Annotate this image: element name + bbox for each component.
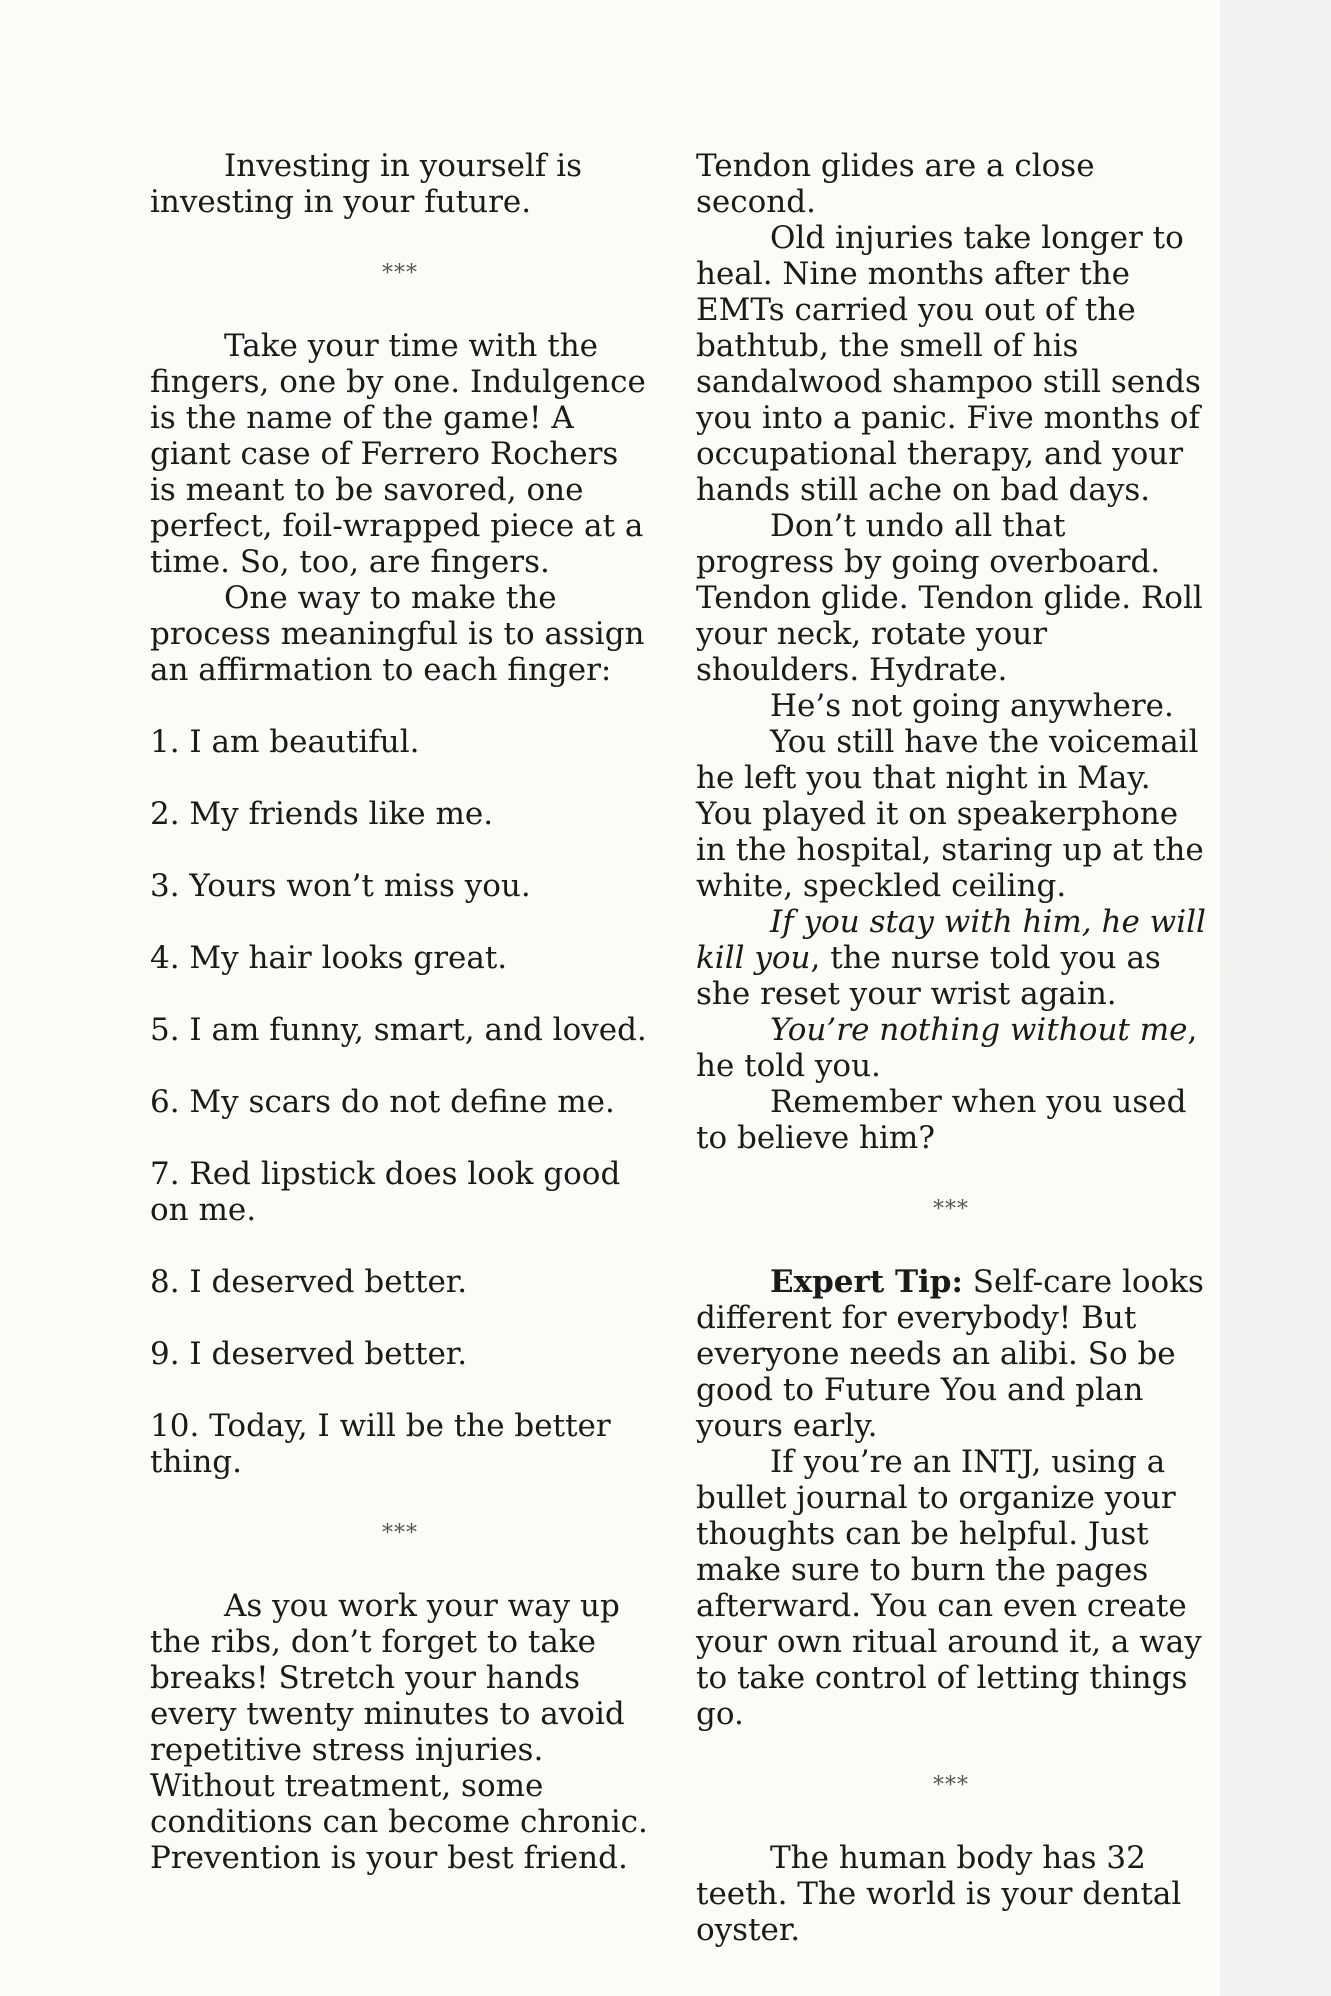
paragraph: As you work your way up the ribs, don’t forget to take breaks! Stretch your hands every twenty minutes to avoid repetitive stress injuries. Without treatment, some conditions can become chronic. Prevention is your best friend. xyxy=(150,1588,648,1876)
section-separator: *** xyxy=(382,261,418,286)
right-column xyxy=(696,148,1206,1948)
list-item: 7. Red lipstick does look good on me. xyxy=(150,1156,621,1228)
italic-quote: If you stay with him, he will kill you xyxy=(696,904,1206,976)
paragraph: Remember when you used to believe him? xyxy=(696,1084,1187,1156)
paragraph: Tendon glides are a close second. xyxy=(696,148,1095,220)
paragraph-text: , he told you. xyxy=(696,1012,1198,1084)
paragraph: If you’re an INTJ, using a bullet journal to organize your thoughts can be helpful. Just make sure to burn the pages afterward. You can even create your own ritual around it, a way to take control of letting things go. xyxy=(696,1444,1202,1732)
paragraph xyxy=(696,904,1206,1012)
paragraph: Take your time with the fingers, one by one. Indulgence is the name of the game! A giant case of Ferrero Rochers is meant to be savored, one perfect, foil-wrapped piece at a time. So, too, are fingers. xyxy=(150,328,646,580)
paragraph: Old injuries take longer to heal. Nine months after the EMTs carried you out of the bathtub, the smell of his sandalwood shampoo still sends you into a panic. Five months of occupational therapy, and your hands still ache on bad days. xyxy=(696,220,1201,508)
paragraph: Investing in yourself is investing in your future. xyxy=(150,148,583,220)
affirmation-list xyxy=(150,724,650,1480)
expert-tip-text: Self-care looks different for everybody! But everyone needs an alibi. So be good to Future You and plan yours early. xyxy=(696,1264,1204,1444)
list-item: 4. My hair looks great. xyxy=(150,940,508,976)
expert-tip xyxy=(696,1264,1206,1444)
paragraph: Don’t undo all that progress by going overboard. Tendon glide. Tendon glide. Roll your neck, rotate your shoulders. Hydrate. xyxy=(696,508,1203,688)
list-item: 6. My scars do not define me. xyxy=(150,1084,615,1120)
list-item: 9. I deserved better. xyxy=(150,1336,468,1372)
expert-tip-label: Expert Tip: xyxy=(770,1264,963,1300)
section-separator: *** xyxy=(933,1773,969,1798)
list-item: 10. Today, I will be the better thing. xyxy=(150,1408,611,1480)
left-column xyxy=(150,148,650,1876)
list-item: 1. I am beautiful. xyxy=(150,724,420,760)
paragraph: He’s not going anywhere. xyxy=(770,688,1174,724)
list-item: 3. Yours won’t miss you. xyxy=(150,868,531,904)
paragraph xyxy=(696,1012,1206,1084)
paragraph: One way to make the process meaningful is to assign an affirmation to each finger: xyxy=(150,580,645,688)
paragraph: The human body has 32 teeth. The world is your dental oyster. xyxy=(696,1840,1182,1948)
list-item: 8. I deserved better. xyxy=(150,1264,468,1300)
italic-quote: You’re nothing without me xyxy=(770,1012,1188,1048)
section-separator: *** xyxy=(933,1197,969,1222)
paragraph-text: , the nurse told you as she reset your wrist again. xyxy=(696,940,1161,1012)
paragraph: You still have the voicemail he left you that night in May. You played it on speakerphone in the hospital, staring up at the white, speckled ceiling. xyxy=(696,724,1204,904)
list-item: 5. I am funny, smart, and loved. xyxy=(150,1012,647,1048)
section-separator: *** xyxy=(382,1521,418,1546)
list-item: 2. My friends like me. xyxy=(150,796,494,832)
